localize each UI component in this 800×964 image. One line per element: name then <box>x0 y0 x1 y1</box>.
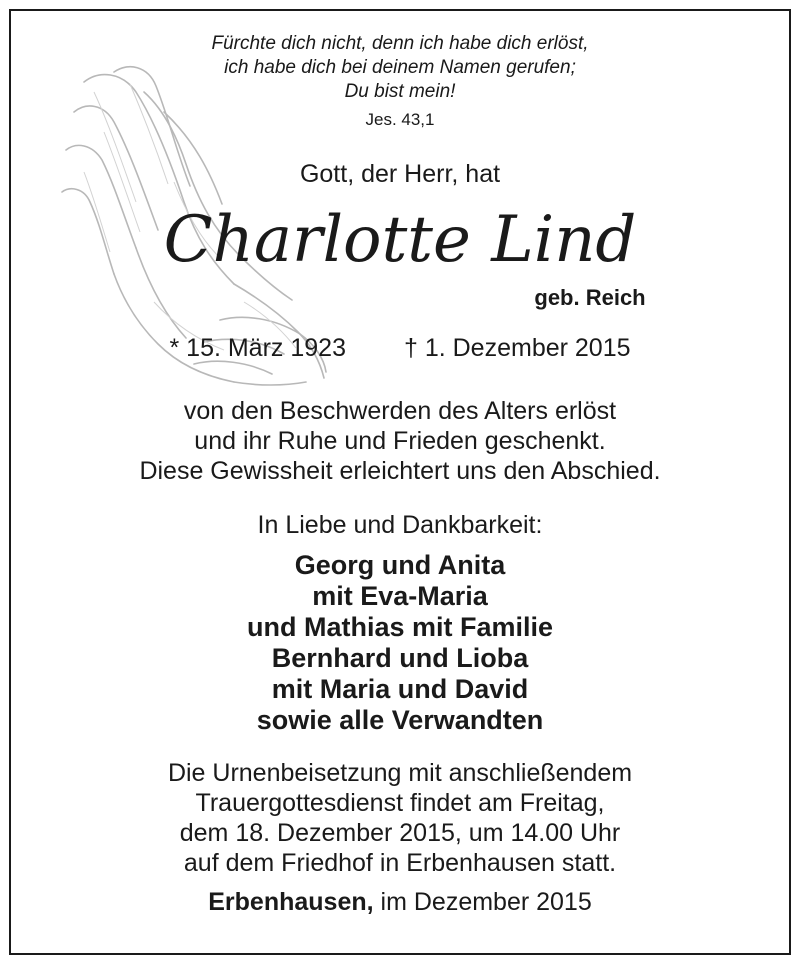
family-line: mit Maria und David <box>271 674 529 704</box>
family-line: Bernhard und Lioba <box>271 643 529 673</box>
closing-date: im Dezember 2015 <box>380 888 592 916</box>
service-line: Trauergottesdienst findet am Freitag, <box>195 789 605 817</box>
bible-verse <box>0 32 800 104</box>
service-line: auf dem Friedhof in Erbenhausen statt. <box>183 849 617 877</box>
closing-place: Erbenhausen, <box>208 888 374 916</box>
family-line: Georg und Anita <box>294 550 506 580</box>
birth-date: * 15. März 1923 <box>169 334 346 362</box>
closing-line <box>0 888 800 917</box>
verse-line: ich habe dich bei deinem Namen gerufen; <box>224 57 576 78</box>
maiden-name: geb. Reich <box>534 285 646 310</box>
release-line: und ihr Ruhe und Frieden geschenkt. <box>194 427 606 455</box>
service-info <box>0 758 800 878</box>
verse-line: Du bist mein! <box>344 81 456 102</box>
family-line: mit Eva-Maria <box>312 581 488 611</box>
release-line: von den Beschwerden des Alters erlöst <box>183 397 617 425</box>
family-line: und Mathias mit Familie <box>246 612 554 642</box>
service-line: dem 18. Dezember 2015, um 14.00 Uhr <box>179 819 621 847</box>
verse-line: Fürchte dich nicht, denn ich habe dich erlöst, <box>211 33 589 54</box>
release-text <box>0 396 800 486</box>
deceased-name: Charlotte Lind <box>163 203 637 277</box>
family-list <box>0 550 800 736</box>
service-line: Die Urnenbeisetzung mit anschließendem <box>167 759 633 787</box>
death-date: † 1. Dezember 2015 <box>403 334 631 362</box>
thanks-heading: In Liebe und Dankbarkeit: <box>257 511 543 539</box>
release-line: Diese Gewissheit erleichtert uns den Abschied. <box>139 457 661 485</box>
lead-text: Gott, der Herr, hat <box>299 160 501 188</box>
family-line: sowie alle Verwandten <box>256 705 544 735</box>
life-dates <box>0 334 800 363</box>
verse-reference: Jes. 43,1 <box>365 110 435 129</box>
